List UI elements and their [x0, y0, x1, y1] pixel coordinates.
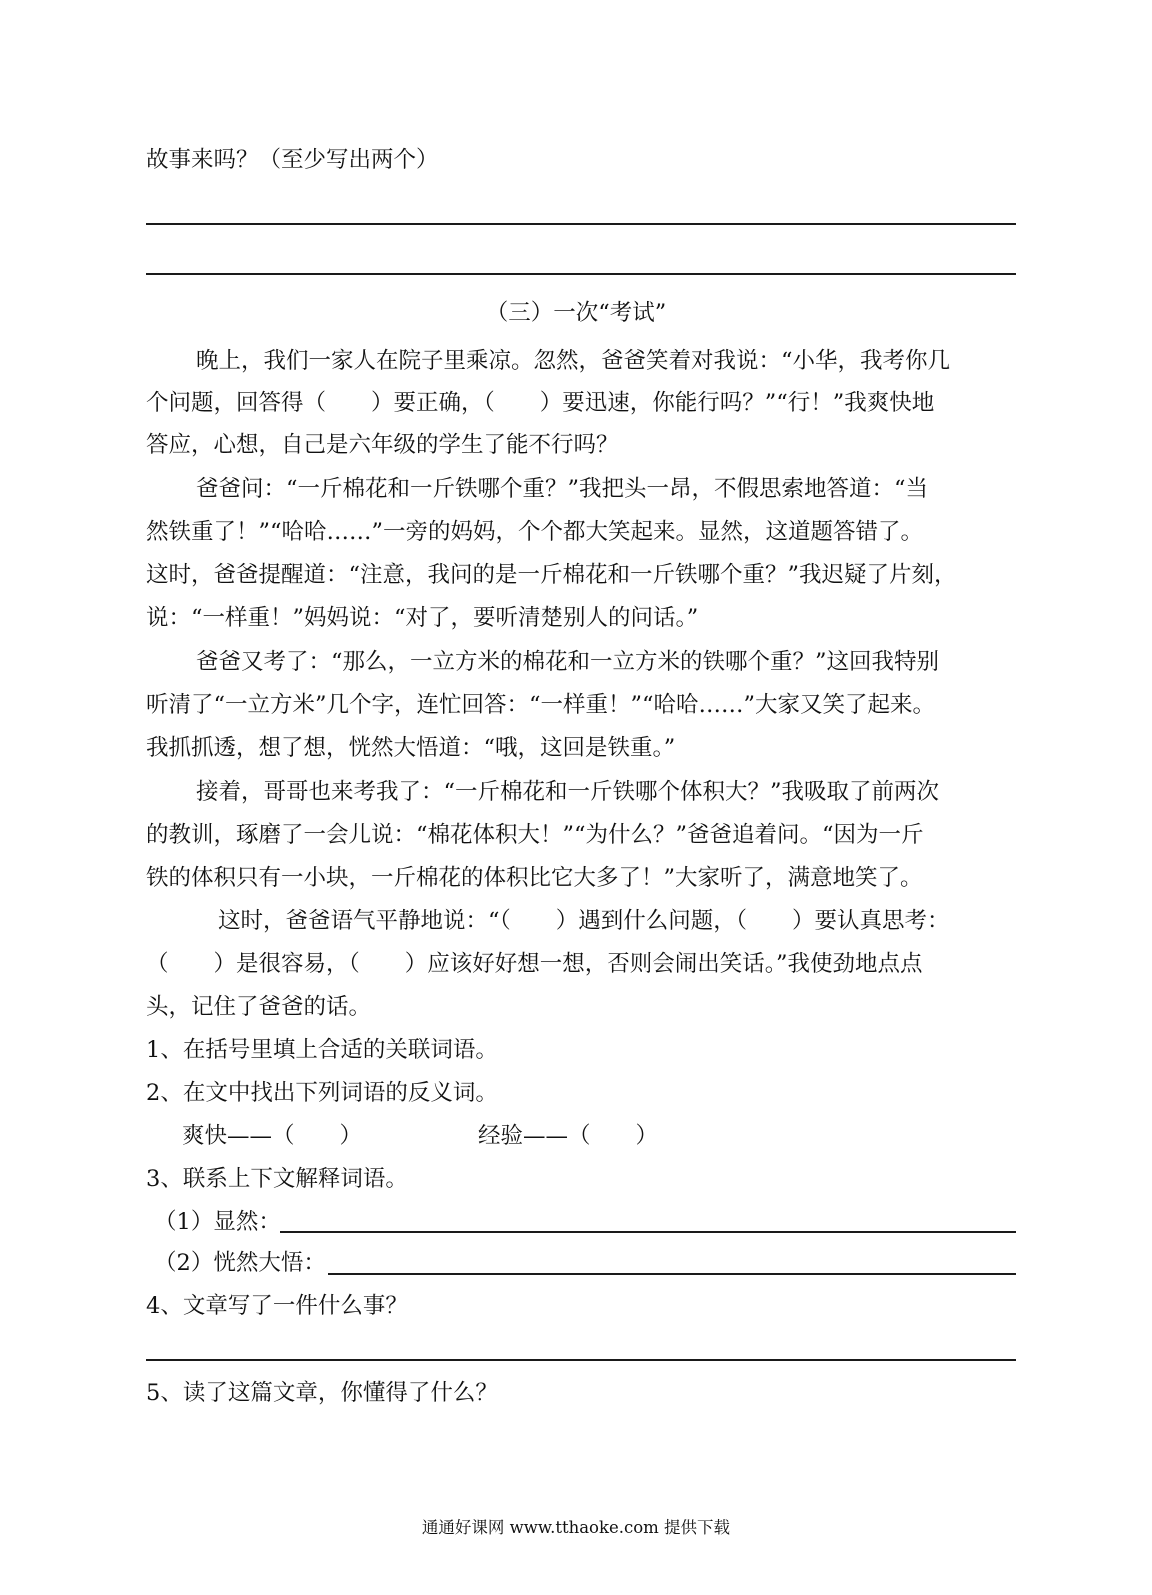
story-line: 答应，心想，自己是六年级的学生了能不行吗？	[146, 432, 619, 458]
question-3: 3、联系上下文解释词语。	[146, 1166, 408, 1192]
story-line: （ ）是很容易，（ ）应该好好想一想，否则会闹出笑话。”我使劲地点点	[146, 951, 923, 977]
answer-line	[146, 1359, 1016, 1361]
story-line: 头，记住了爸爸的话。	[146, 994, 372, 1020]
passage-title: （三）一次“考试”	[485, 300, 667, 326]
story-line: 接着，哥哥也来考我了：“一斤棉花和一斤铁哪个体积大？”我吸取了前两次	[196, 779, 940, 805]
question-3-2: （2）恍然大悟：	[154, 1250, 326, 1276]
question-1: 1、在括号里填上合适的关联词语。	[146, 1037, 498, 1063]
story-line: 我抓抓透，想了想，恍然大悟道：“哦，这回是铁重。”	[146, 735, 676, 761]
question-2: 2、在文中找出下列词语的反义词。	[146, 1080, 498, 1106]
answer-line	[146, 273, 1016, 275]
question-4: 4、文章写了一件什么事？	[146, 1293, 408, 1319]
antonym-item: 爽快——（ ）	[182, 1123, 363, 1149]
story-line: 说：“一样重！”妈妈说：“对了，要听清楚别人的问话。”	[146, 605, 699, 631]
answer-line	[328, 1273, 1016, 1275]
answer-line	[280, 1231, 1016, 1233]
question-5: 5、读了这篇文章，你懂得了什么？	[146, 1380, 498, 1406]
story-line: 这时，爸爸提醒道：“注意，我问的是一斤棉花和一斤铁哪个重？”我迟疑了片刻，	[146, 562, 957, 588]
story-line: 铁的体积只有一小块，一斤棉花的体积比它大多了！”大家听了，满意地笑了。	[146, 865, 923, 891]
story-line: 个问题，回答得（ ）要正确，（ ）要迅速，你能行吗？”“行！”我爽快地	[146, 390, 935, 416]
story-line: 爸爸又考了：“那么，一立方米的棉花和一立方米的铁哪个重？”这回我特别	[196, 649, 940, 675]
antonym-item: 经验——（ ）	[478, 1123, 659, 1149]
story-line: 的教训，琢磨了一会儿说：“棉花体积大！”“为什么？”爸爸追着问。“因为一斤	[146, 822, 924, 848]
story-line: 然铁重了！”“哈哈……”一旁的妈妈，个个都大笑起来。显然，这道题答错了。	[146, 519, 924, 545]
story-line: 听清了“一立方米”几个字，连忙回答：“一样重！”“哈哈……”大家又笑了起来。	[146, 692, 936, 718]
story-line: 这时，爸爸语气平静地说：“（ ）遇到什么问题，（ ）要认真思考：	[218, 908, 950, 934]
question-3-1: （1）显然：	[154, 1209, 281, 1235]
answer-line	[146, 223, 1016, 225]
story-line: 晚上，我们一家人在院子里乘凉。忽然，爸爸笑着对我说：“小华，我考你几	[196, 348, 951, 374]
page-footer: 通通好课网 www.tthaoke.com 提供下载	[421, 1518, 731, 1537]
story-line: 爸爸问：“一斤棉花和一斤铁哪个重？”我把头一昂，不假思索地答道：“当	[196, 476, 929, 502]
question-continuation: 故事来吗？（至少写出两个）	[146, 147, 439, 173]
